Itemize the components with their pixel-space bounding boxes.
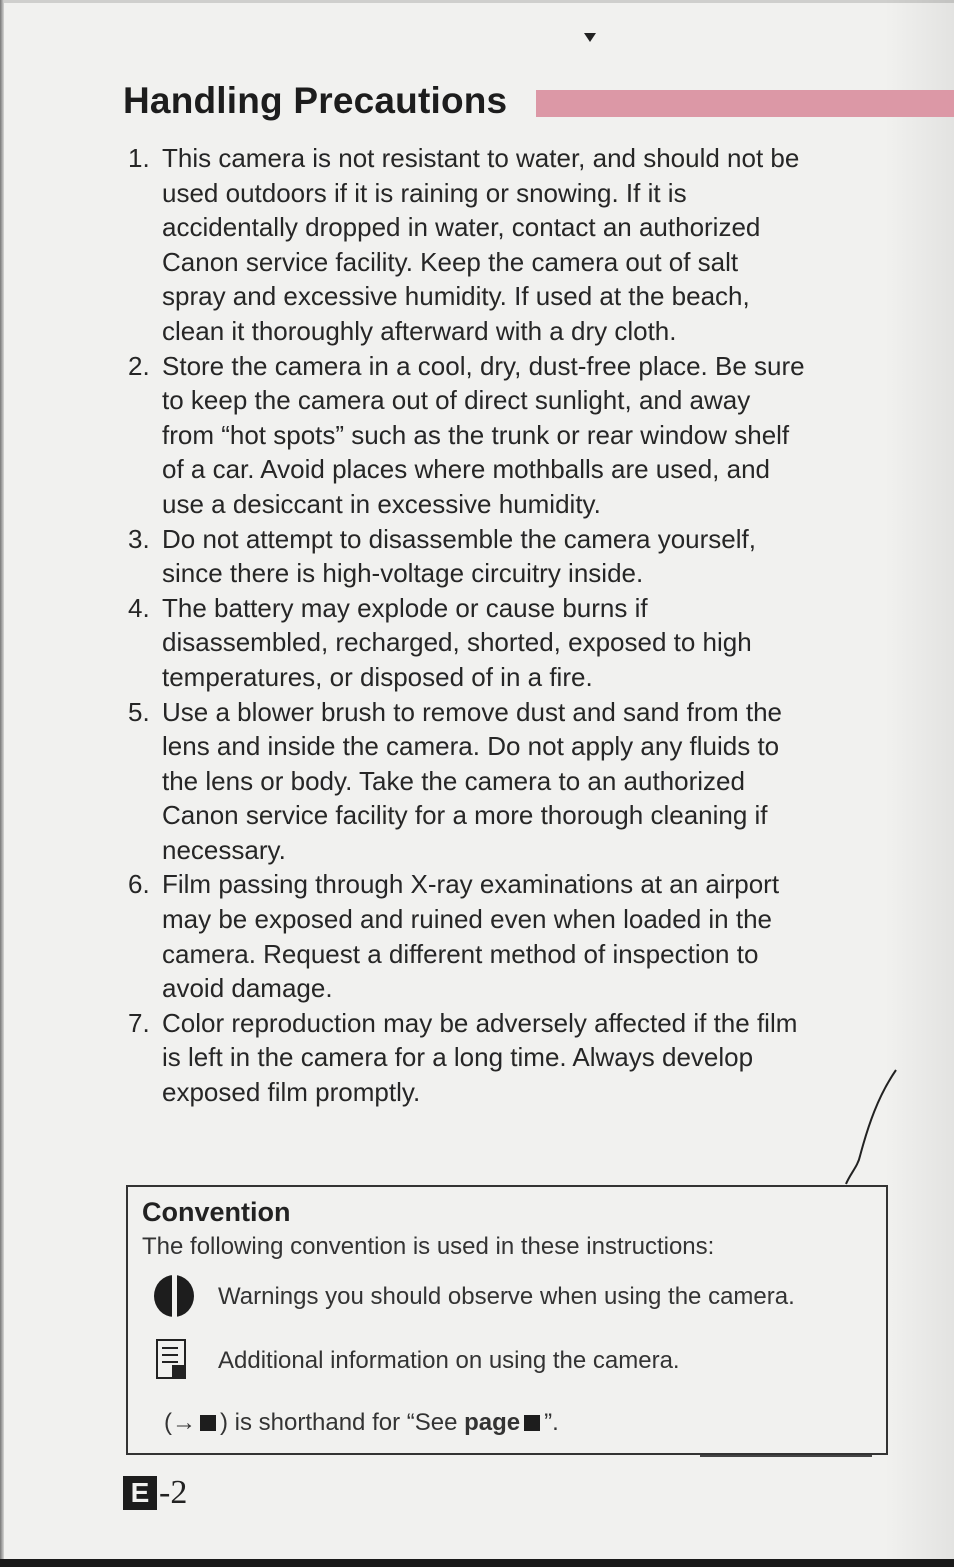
precaution-line: avoid damage. xyxy=(162,973,333,1004)
precaution-text xyxy=(162,141,888,349)
precaution-line: Color reproduction may be adversely affected if the film xyxy=(162,1007,798,1038)
precaution-item xyxy=(128,141,888,349)
paper-edge-bottom xyxy=(0,1559,954,1567)
precaution-number: 6. xyxy=(128,869,150,900)
precaution-number: 1. xyxy=(128,143,150,173)
fold-shadow xyxy=(884,0,954,1567)
precaution-line: This camera is not resistant to water, and should not be xyxy=(162,143,800,173)
precaution-line: accidentally dropped in water, contact an authorized xyxy=(162,212,761,243)
precaution-line: to keep the camera out of direct sunlight, and away xyxy=(162,385,751,416)
page-letter-badge: E xyxy=(123,1476,157,1510)
convention-title: Convention xyxy=(142,1197,291,1227)
convention-warning-row xyxy=(152,1273,795,1321)
shorthand-note xyxy=(164,1409,559,1437)
precaution-line: lens and inside the camera. Do not apply any fluids to xyxy=(162,731,780,762)
pen-mark xyxy=(838,1066,898,1186)
precaution-item xyxy=(128,591,888,695)
precaution-line: Canon service facility. Keep the camera out of salt xyxy=(162,246,739,277)
shorthand-page: page xyxy=(464,1409,521,1436)
precaution-number: 2. xyxy=(128,350,150,381)
page-number xyxy=(123,1474,187,1512)
precaution-item xyxy=(128,695,888,868)
memo-text: Additional information on using the camera. xyxy=(218,1347,680,1374)
convention-box xyxy=(126,1185,888,1455)
precaution-text xyxy=(162,695,888,868)
page-heading: Handling Precautions xyxy=(123,80,508,121)
precaution-text xyxy=(162,349,888,522)
precaution-line: Use a blower brush to remove dust and sand from the xyxy=(162,696,782,727)
paper-edge-top xyxy=(0,0,954,3)
memo-icon xyxy=(152,1337,198,1385)
precaution-line: used outdoors if it is raining or snowing. If it is xyxy=(162,177,687,208)
shorthand-mid: ) is shorthand for “See xyxy=(220,1409,458,1436)
heading-accent-bar xyxy=(536,90,954,117)
triangle-marker-icon xyxy=(584,33,596,42)
convention-memo-row xyxy=(152,1337,680,1385)
precaution-text xyxy=(162,1006,888,1110)
precautions-list xyxy=(128,141,888,1110)
warning-text: Warnings you should observe when using the camera. xyxy=(218,1283,795,1310)
precaution-line: the lens or body. Take the camera to an authorized xyxy=(162,765,745,796)
box-underline xyxy=(700,1455,872,1457)
precaution-number: 5. xyxy=(128,696,150,727)
shorthand-end: ”. xyxy=(544,1409,559,1436)
precaution-text xyxy=(162,522,888,591)
precaution-number: 7. xyxy=(128,1007,150,1038)
precaution-line: Film passing through X-ray examinations at an airport xyxy=(162,869,780,900)
precaution-line: is left in the camera for a long time. Always develop xyxy=(162,1042,754,1073)
precaution-line: of a car. Avoid places where mothballs are used, and xyxy=(162,454,771,485)
precaution-item xyxy=(128,522,888,591)
precaution-item xyxy=(128,1006,888,1110)
precaution-line: since there is high-voltage circuitry inside. xyxy=(162,558,644,589)
precaution-line: exposed film promptly. xyxy=(162,1077,421,1108)
precaution-line: camera. Request a different method of inspection to xyxy=(162,938,759,969)
page-placeholder-icon-2 xyxy=(524,1415,540,1431)
precaution-line: spray and excessive humidity. If used at the beach, xyxy=(162,281,750,312)
paper-edge-left xyxy=(0,0,4,1567)
precaution-line: temperatures, or disposed of in a fire. xyxy=(162,661,593,692)
precaution-line: Do not attempt to disassemble the camera yourself, xyxy=(162,523,756,554)
page-number-suffix: -2 xyxy=(159,1474,188,1511)
precaution-line: clean it thoroughly afterward with a dry cloth. xyxy=(162,315,677,346)
precaution-line: Store the camera in a cool, dry, dust-free place. Be sure xyxy=(162,350,805,381)
precaution-line: disassembled, recharged, shorted, exposed to high xyxy=(162,627,752,658)
precaution-item xyxy=(128,349,888,522)
precaution-line: from “hot spots” such as the trunk or rear window shelf xyxy=(162,419,790,450)
precaution-number: 3. xyxy=(128,523,150,554)
precaution-text xyxy=(162,591,888,695)
precaution-line: The battery may explode or cause burns if xyxy=(162,592,648,623)
precaution-line: may be exposed and ruined even when loaded in the xyxy=(162,904,772,935)
precaution-number: 4. xyxy=(128,592,150,623)
precaution-line: use a desiccant in excessive humidity. xyxy=(162,488,601,519)
page-placeholder-icon xyxy=(200,1415,216,1431)
warning-icon xyxy=(152,1273,198,1321)
precaution-text xyxy=(162,867,888,1005)
shorthand-prefix: (→ xyxy=(164,1409,196,1436)
precaution-item xyxy=(128,867,888,1005)
precaution-line: Canon service facility for a more thorough cleaning if xyxy=(162,800,768,831)
convention-intro: The following convention is used in these instructions: xyxy=(142,1233,715,1260)
precaution-line: necessary. xyxy=(162,834,286,865)
